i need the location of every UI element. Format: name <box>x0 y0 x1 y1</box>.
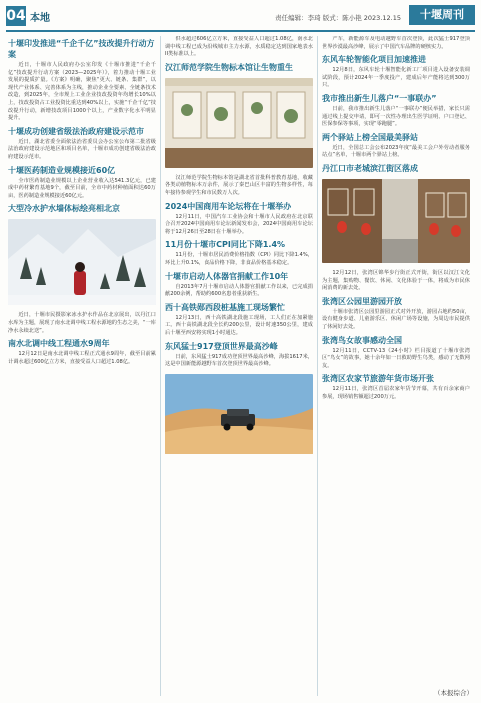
article-headline: 我市推出新生儿落户“一事联办” <box>322 93 437 103</box>
article-body: 全市医药制造业规模以上企业营业收入达541.3亿元，已建成中药材繁育基地9个，截至目前，全市中药材种植面积达60万亩，医药制造业规模接近60亿元。 <box>8 177 156 199</box>
article <box>165 201 313 237</box>
article-body: 12月13日，西十高铁湖北段施工现场，工人们正在加紧施工。西十高铁湖北段全长约200公里，设计时速350公里，建成后十堰至西安将实现1小时通达。 <box>165 314 313 336</box>
article-headline: 东风车轮智能化项目加速推进 <box>322 55 426 65</box>
article <box>322 296 470 332</box>
article-body: 12月8日，东风车轮十堰智能化新工厂项目进入设备安装调试阶段，预计2024年一季度投产，建成后年产能将达到300万只。 <box>322 67 470 89</box>
article-headline: 汉江师范学院生物标本馆让生物重生 <box>165 62 293 72</box>
article <box>8 203 156 214</box>
article-body: 日前，我市推出新生儿落户“一事联办”便民举措，家长只需通过线上提交申请，即可一次性办理出生医学证明、户口登记、医保参保等事项，实现“零跑腿”。 <box>322 105 470 128</box>
article <box>165 36 313 59</box>
column-divider <box>317 36 318 696</box>
article <box>322 373 470 401</box>
article-body: 近日，全国总工会公布2023年度“最美工会户外劳动者服务站点”名单，十堰市两个驿站上榜。 <box>322 144 470 159</box>
column-1 <box>8 36 156 696</box>
article <box>165 239 313 267</box>
column-3 <box>322 36 470 696</box>
museum-photo <box>165 78 313 168</box>
column-divider <box>160 36 161 696</box>
article <box>8 38 156 123</box>
article-headline: 西十高铁郧西段桩基施工现场繁忙 <box>165 302 285 312</box>
article <box>322 54 470 90</box>
article <box>322 93 470 129</box>
article-headline: 两个驿站上榜全国最美驿站 <box>322 132 418 142</box>
article-body: 11月份，十堰市居民消费价格指数（CPI）同比下降1.4%，环比上升0.1%，食品价格下降，非食品价格基本稳定。 <box>165 252 313 266</box>
article-headline: 十堰成功创建省级法治政府建设示范市 <box>8 126 144 136</box>
article-body: 近日，湖北省委全面依法治省委员会办公室公布第二批省级法治政府建设示范地区和项目名单，十堰市成功创建省级法治政府建设示范市。 <box>8 138 156 160</box>
article <box>8 165 156 201</box>
article-body: 近日，十堰市人民政府办公室印发《十堰市推进“千企千亿”技改提升行动方案（2023—2025年）》，着力推动十堰工业发展的提质扩量。《方案》明确，聚焦“更大、链条、集群”，以现代产业体系、完善体系为主线，推动企业全要素、全链条技术改造，到2025年，全市规上工业企业技改投资年均增长10%以上，技改投资占工业投资比重达到40%以上，实施“千企千亿”技改提升行动，新增技改项目1000个以上，产业数字化水平明显提升。 <box>8 62 156 122</box>
page-number: 04 <box>6 8 26 24</box>
article-headline: 十堰市启动人体器官捐献工作10年 <box>165 271 289 281</box>
article-body: 供水超过606亿立方米，直接受益人口超过1.08亿，南水北调中线工程已成为沿线城市主力水源，水质稳定达到国家地表水II类标准以上。 <box>165 36 313 58</box>
article-body: 汉江师范学院生物标本馆是湖北省首批科普教育基地，收藏各类动植物标本万余件，展示了秦巴山区丰富的生物多样性，每年接待参观学生和市民数万人次。 <box>165 174 313 196</box>
source-note: （本报综合） <box>434 689 473 697</box>
article-headline: 张湾鸟女故事感动全国 <box>322 335 402 345</box>
article-body: 自2013年7月十堰市启动人体器官捐献工作以来，已完成捐献200余例，帮助约600名患者重获新生。 <box>165 283 313 298</box>
article-headline: 2024中国商用车论坛将在十堰举办 <box>165 201 292 211</box>
article-body: 12月11日，张湾区首届农家年货节开幕，共有百余家商户参展，现场销售额超过200万元。 <box>322 386 470 400</box>
article-headline: 东风猛士917登顶世界最高沙峰 <box>165 341 278 351</box>
snow-mountain-photo <box>8 219 156 305</box>
lantern-street-photo <box>322 179 470 263</box>
article <box>165 341 313 369</box>
article-headline: 十堰印发推进“千企千亿”技改提升行动方案 <box>8 39 155 59</box>
page-header <box>0 0 481 30</box>
article <box>322 163 470 174</box>
editor-info: 责任编辑：李琦 版式：陈小艳 2023.12.15 <box>275 14 401 22</box>
article <box>8 312 156 335</box>
article <box>165 62 313 73</box>
article <box>8 338 156 366</box>
column-2 <box>165 36 313 696</box>
article-body: 产车，新能源车及电动越野车首次登顶，此次猛士917登顶世界沙漠最高沙峰，展示了中国汽车品牌的硬核实力。 <box>322 36 470 50</box>
article-headline: 十堰医药制造业规模接近60亿 <box>8 165 116 175</box>
article-body: 12月12日，张湾区锦华步行街正式开街，街区以汉江文化为主题，集购物、餐饮、休闲、文化体验于一体，将成为市民休闲消费的新去处。 <box>322 269 470 292</box>
article <box>322 335 470 371</box>
masthead: 十堰周刊 <box>409 5 475 25</box>
article-body: 12月12日是南水北调中线工程正式通水9周年，截至目前累计调水超过600亿立方米，直接受益人口超过1.08亿。 <box>8 351 156 365</box>
article <box>165 175 313 198</box>
article <box>165 302 313 338</box>
article-body: 近日，十堰市民摄影家冰水护水作品在北京展出，以丹江口水库为主题，展现了南水北调中线工程水源地的生态之美，“一库净水永续北送”。 <box>8 312 156 334</box>
article <box>8 126 156 162</box>
article-headline: 张湾区公园里游园开放 <box>322 296 402 306</box>
section-label: 本地 <box>30 13 50 24</box>
article <box>165 271 313 299</box>
article <box>322 36 470 51</box>
article-body: 12月11日，中国汽车工业协会和十堰市人民政府在北京联合召开2024中国商用车论坛新闻发布会，2024中国商用车论坛将于12月26日至28日在十堰举办。 <box>165 213 313 235</box>
article-headline: 11月份十堰市CPI同比下降1.4% <box>165 240 286 250</box>
article-body: 十堰市张湾区公园里游园正式对外开放，游园占地约50亩，设有健身步道、儿童游乐区、休闲广场等设施，为周边市民提供了休闲好去处。 <box>322 308 470 330</box>
article-body: 12月11日，CCTV-13《24小时》栏目报道了十堰市张湾区“鸟女”的故事，她十余年如一日救助野生鸟类，感动了无数网友。 <box>322 347 470 369</box>
article-headline: 大型冷水护水墙体标绘亮相北京 <box>8 204 120 214</box>
article-headline: 张湾区农家节旅游年货市场开张 <box>322 374 434 384</box>
article <box>322 132 470 160</box>
article-body: 日前，东风猛士917成功登顶世界最高沙峰，海拔1617米，这是中国新能源越野车首次登顶世界最高沙峰。 <box>165 353 313 368</box>
header-rule <box>6 30 475 32</box>
article <box>322 270 470 293</box>
desert-car-photo <box>165 374 313 454</box>
article-headline: 南水北调中线工程通水9周年 <box>8 339 110 349</box>
article-headline: 丹江口市老城滨江街区落成 <box>322 163 418 173</box>
